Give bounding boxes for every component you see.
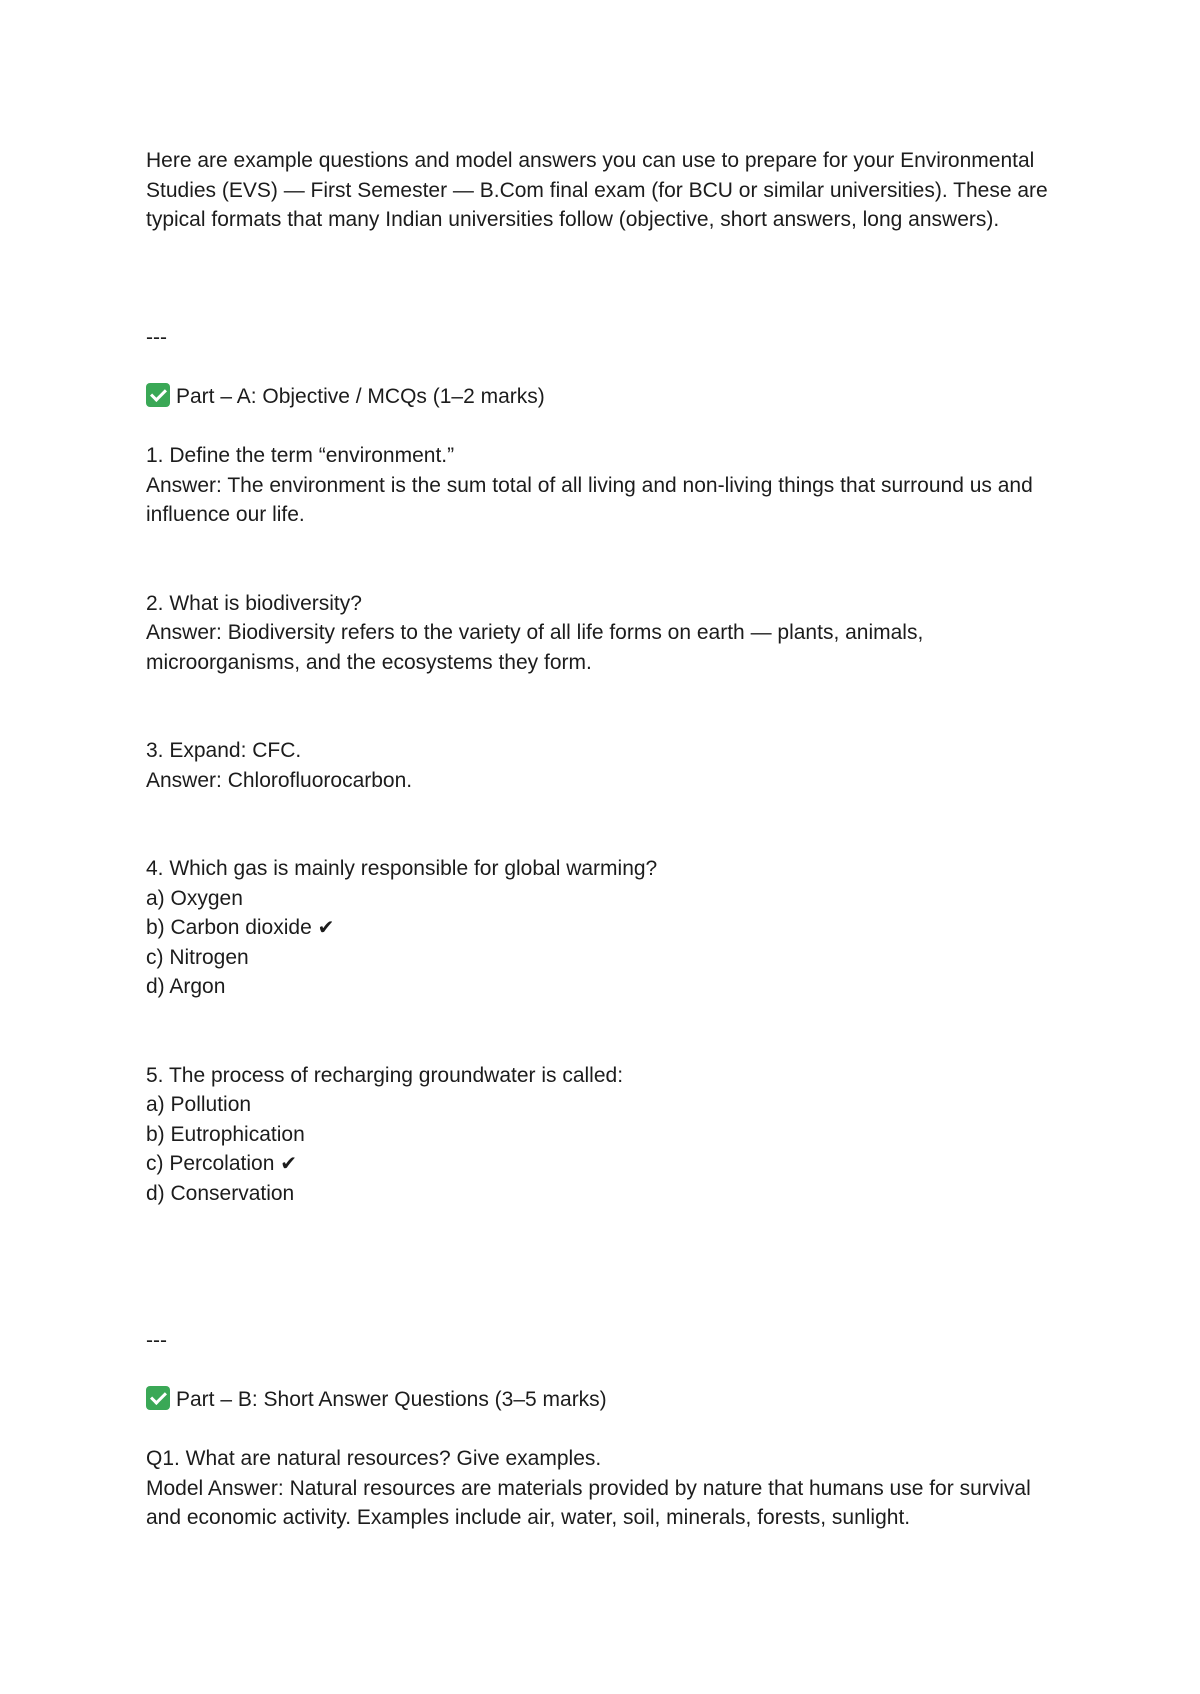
option-4b xyxy=(146,913,1066,943)
part-a-heading xyxy=(146,382,1066,412)
spacer xyxy=(146,530,1066,589)
check-mark-icon: ✔ xyxy=(280,1151,297,1175)
answer-2: Answer: Biodiversity refers to the variety of all life forms on earth — plants, animals, microorganisms, and the ecosystems they form. xyxy=(146,621,930,674)
intro-paragraph: Here are example questions and model answers you can use to prepare for your Environmental Studies (EVS) — First Semester — B.Com final exam (for BCU or similar universities). These are typical formats that many Indian universities follow (objective, short answers, long answers). xyxy=(146,149,1054,231)
part-b-heading xyxy=(146,1385,1066,1415)
part-b-heading-text: Part – B: Short Answer Questions (3–5 marks) xyxy=(176,1388,607,1411)
option-5b: b) Eutrophication xyxy=(146,1122,305,1146)
spacer xyxy=(146,1002,1066,1061)
section-separator: --- xyxy=(146,326,167,349)
spacer xyxy=(146,1356,1066,1386)
option-5a: a) Pollution xyxy=(146,1093,252,1116)
check-box-icon xyxy=(146,383,170,407)
spacer xyxy=(146,235,1066,324)
answer-3: Answer: Chlorofluorocarbon. xyxy=(146,768,413,792)
spacer xyxy=(146,412,1066,442)
spacer xyxy=(146,353,1066,383)
spacer xyxy=(146,1415,1066,1445)
answer-1: Answer: The environment is the sum total of all living and non-living things that surround us and influence our life. xyxy=(146,473,1039,526)
option-5c xyxy=(146,1149,1066,1179)
document-page xyxy=(146,146,1066,1533)
option-4a: a) Oxygen xyxy=(146,886,243,910)
option-5d: d) Conservation xyxy=(146,1181,295,1205)
option-5c-text: c) Percolation xyxy=(146,1152,275,1175)
check-box-icon xyxy=(146,1386,170,1410)
option-4b-text: b) Carbon dioxide xyxy=(146,916,312,939)
spacer xyxy=(146,795,1066,854)
question-4: 4. Which gas is mainly responsible for global warming? xyxy=(146,857,658,880)
model-answer-1: Model Answer: Natural resources are materials provided by nature that humans use for survival and economic activity. Examples include air, water, soil, minerals, forests, sunlight. xyxy=(146,1476,1037,1529)
spacer xyxy=(146,1208,1066,1326)
short-question-1: Q1. What are natural resources? Give examples. xyxy=(146,1447,602,1470)
part-a-heading-text: Part – A: Objective / MCQs (1–2 marks) xyxy=(176,385,545,408)
question-1: 1. Define the term “environment.” xyxy=(146,444,455,467)
option-4c: c) Nitrogen xyxy=(146,945,249,969)
question-2: 2. What is biodiversity? xyxy=(146,591,362,615)
option-4d: d) Argon xyxy=(146,975,226,998)
section-separator: --- xyxy=(146,1329,167,1352)
question-3: 3. Expand: CFC. xyxy=(146,739,302,762)
spacer xyxy=(146,677,1066,736)
check-mark-icon: ✔ xyxy=(317,915,335,939)
question-5: 5. The process of recharging groundwater is called: xyxy=(146,1063,624,1087)
